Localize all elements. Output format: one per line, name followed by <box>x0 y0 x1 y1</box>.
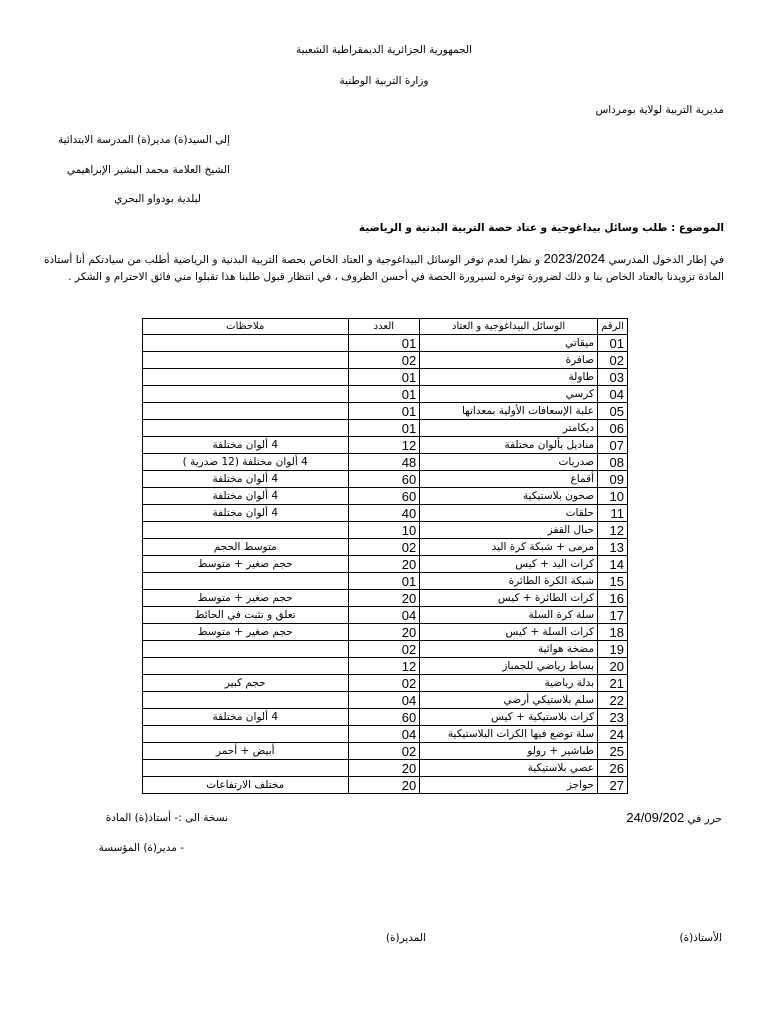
table-row <box>143 352 628 369</box>
row-number: 16 <box>598 590 628 607</box>
director-signature-label: المدير(ة) <box>385 932 426 944</box>
table-row <box>143 590 628 607</box>
header-num: الرقم <box>598 319 628 335</box>
row-equipment: كرات بلاستيكية + كيس <box>420 709 598 726</box>
table-row <box>143 335 628 352</box>
row-number: 07 <box>598 437 628 454</box>
row-equipment: علبة الإسعافات الأولية بمعداتها <box>420 403 598 420</box>
table-row <box>143 437 628 454</box>
row-quantity: 01 <box>348 369 420 386</box>
row-note: 4 ألوان مختلفة <box>143 709 349 726</box>
row-number: 06 <box>598 420 628 437</box>
row-quantity: 04 <box>348 726 420 743</box>
row-quantity: 12 <box>348 658 420 675</box>
table-row <box>143 488 628 505</box>
header-tool: الوسائل البيداغوجية و العتاد <box>420 319 598 335</box>
row-equipment: سلة كرة السلة <box>420 607 598 624</box>
row-note: 4 ألوان مختلفة (12 صدرية ) <box>143 454 349 471</box>
row-number: 12 <box>598 522 628 539</box>
table-row <box>143 556 628 573</box>
row-number: 03 <box>598 369 628 386</box>
row-number: 21 <box>598 675 628 692</box>
table-row <box>143 386 628 403</box>
table-row <box>143 760 628 777</box>
row-quantity: 12 <box>348 437 420 454</box>
ministry-title: وزارة التربية الوطنية <box>339 75 429 87</box>
request-paragraph <box>44 250 724 286</box>
row-note <box>143 386 349 403</box>
table-row <box>143 522 628 539</box>
row-equipment: طباشير + رولو <box>420 743 598 760</box>
row-number: 10 <box>598 488 628 505</box>
row-quantity: 10 <box>348 522 420 539</box>
row-quantity: 60 <box>348 488 420 505</box>
header-qty: العدد <box>348 319 420 335</box>
row-quantity: 02 <box>348 539 420 556</box>
row-equipment: ميقاتي <box>420 335 598 352</box>
row-number: 22 <box>598 692 628 709</box>
school-year: 2023/2024 <box>543 251 606 266</box>
table-row <box>143 658 628 675</box>
table-row <box>143 726 628 743</box>
row-quantity: 02 <box>348 743 420 760</box>
row-quantity: 20 <box>348 760 420 777</box>
row-note <box>143 658 349 675</box>
row-quantity: 01 <box>348 335 420 352</box>
row-number: 11 <box>598 505 628 522</box>
table-row <box>143 420 628 437</box>
body-text-1: في إطار الدخول المدرسي <box>608 254 725 266</box>
row-quantity: 02 <box>348 641 420 658</box>
row-equipment: كرات الطائرة + كيس <box>420 590 598 607</box>
written-in <box>626 810 722 825</box>
table-row <box>143 624 628 641</box>
row-quantity: 40 <box>348 505 420 522</box>
row-equipment: عصي بلاستيكية <box>420 760 598 777</box>
row-quantity: 02 <box>348 675 420 692</box>
row-equipment: طاولة <box>420 369 598 386</box>
row-number: 19 <box>598 641 628 658</box>
row-number: 14 <box>598 556 628 573</box>
row-note: حجم صغير + متوسط <box>143 556 349 573</box>
table-row <box>143 709 628 726</box>
row-equipment: صافرة <box>420 352 598 369</box>
row-equipment: حلقات <box>420 505 598 522</box>
row-note <box>143 573 349 590</box>
row-number: 24 <box>598 726 628 743</box>
row-number: 09 <box>598 471 628 488</box>
row-note: حجم صغير + متوسط <box>143 590 349 607</box>
table-body <box>143 335 628 794</box>
row-note <box>143 369 349 386</box>
written-date: 24/09/202 <box>626 810 685 825</box>
row-equipment: مضخة هوائية <box>420 641 598 658</box>
row-note <box>143 420 349 437</box>
row-equipment: صحون بلاستيكية <box>420 488 598 505</box>
row-number: 13 <box>598 539 628 556</box>
row-equipment: بساط رياضي للجمباز <box>420 658 598 675</box>
row-number: 08 <box>598 454 628 471</box>
row-equipment: حواجز <box>420 777 598 794</box>
copy-to-line-1: نسخة الى :- أستاذ(ة) المادة <box>105 812 228 824</box>
table-row <box>143 675 628 692</box>
table-row <box>143 471 628 488</box>
row-note <box>143 641 349 658</box>
table-row <box>143 539 628 556</box>
row-number: 27 <box>598 777 628 794</box>
header-note: ملاحظات <box>143 319 349 335</box>
table-row <box>143 777 628 794</box>
row-number: 04 <box>598 386 628 403</box>
row-quantity: 48 <box>348 454 420 471</box>
row-number: 23 <box>598 709 628 726</box>
row-equipment: بدلة رياضية <box>420 675 598 692</box>
row-note: 4 ألوان مختلفة <box>143 505 349 522</box>
row-note <box>143 726 349 743</box>
row-number: 18 <box>598 624 628 641</box>
row-equipment: مرمى + شبكة كرة اليد <box>420 539 598 556</box>
row-equipment: شبكة الكرة الطائرة <box>420 573 598 590</box>
row-note: 4 ألوان مختلفة <box>143 488 349 505</box>
row-quantity: 01 <box>348 386 420 403</box>
row-quantity: 02 <box>348 352 420 369</box>
row-quantity: 20 <box>348 556 420 573</box>
table-row <box>143 743 628 760</box>
row-number: 26 <box>598 760 628 777</box>
row-equipment: كرات اليد + كيس <box>420 556 598 573</box>
row-number: 01 <box>598 335 628 352</box>
recipient-line-1: إلى السيد(ة) مدير(ة) المدرسة الابتدائية <box>58 134 230 146</box>
row-quantity: 01 <box>348 420 420 437</box>
recipient-line-2: الشيخ العلامة محمد البشير الإبراهيمي <box>66 164 230 176</box>
row-note: حجم صغير + متوسط <box>143 624 349 641</box>
row-note: حجم كبير <box>143 675 349 692</box>
body-text-2: و نظرا لعدم توفر الوسائل البيداغوجية و العتاد الخاص بحصة التربية البدنية و الرياضية أطلب من سيادتكم أنا أستاذة المادة تزويدنا بالعتاد الخاص بنا و ذلك لضرورة توفره لسيرورة الحصة في أحسن الظروف ، في انتظار قبول طلبنا هذا تقبلوا مني فائق الاحترام و الشكر . <box>44 254 724 283</box>
row-note <box>143 352 349 369</box>
row-number: 17 <box>598 607 628 624</box>
recipient-line-3: لبلدية بودواو البحري <box>114 193 201 205</box>
row-quantity: 60 <box>348 471 420 488</box>
row-equipment: أقماع <box>420 471 598 488</box>
directorate-title: مديرية التربية لولاية بومرداس <box>595 104 724 116</box>
row-note: 4 ألوان مختلفة <box>143 437 349 454</box>
row-note: تعلق و تثبت في الحائط <box>143 607 349 624</box>
row-quantity: 01 <box>348 403 420 420</box>
row-equipment: كرات السلة + كيس <box>420 624 598 641</box>
row-note <box>143 760 349 777</box>
table-row <box>143 505 628 522</box>
table-header-row <box>143 319 628 335</box>
row-number: 20 <box>598 658 628 675</box>
republic-title: الجمهورية الجزائرية الديمقراطية الشعبية <box>295 44 473 56</box>
row-equipment: حبال القفز <box>420 522 598 539</box>
table-row <box>143 692 628 709</box>
row-equipment: ديكامتر <box>420 420 598 437</box>
row-quantity: 20 <box>348 624 420 641</box>
row-number: 25 <box>598 743 628 760</box>
table-row <box>143 454 628 471</box>
row-quantity: 01 <box>348 573 420 590</box>
row-note: متوسط الحجم <box>143 539 349 556</box>
row-number: 15 <box>598 573 628 590</box>
written-label: حرر في <box>687 813 722 825</box>
equipment-table <box>142 318 628 794</box>
teacher-signature-label: الأستاذ(ة) <box>679 932 722 944</box>
subject-line: الموضوع : طلب وسائل بيداغوجية و عتاد حصة التربية البدنية و الرياضية <box>358 222 724 234</box>
row-quantity: 04 <box>348 692 420 709</box>
row-note: أبيض + أحمر <box>143 743 349 760</box>
row-quantity: 20 <box>348 777 420 794</box>
row-equipment: سلة توضع فيها الكرات البلاستيكية <box>420 726 598 743</box>
row-number: 02 <box>598 352 628 369</box>
row-number: 05 <box>598 403 628 420</box>
row-equipment: صدريات <box>420 454 598 471</box>
row-quantity: 04 <box>348 607 420 624</box>
row-note <box>143 403 349 420</box>
row-note <box>143 335 349 352</box>
row-quantity: 20 <box>348 590 420 607</box>
row-equipment: سلم بلاستيكي أرضي <box>420 692 598 709</box>
table-row <box>143 369 628 386</box>
table-row <box>143 573 628 590</box>
row-equipment: كرسي <box>420 386 598 403</box>
copy-to-line-2: - مدير(ة) المؤسسة <box>98 842 184 854</box>
row-quantity: 60 <box>348 709 420 726</box>
row-note: مختلف الارتفاعات <box>143 777 349 794</box>
row-note: 4 ألوان مختلفة <box>143 471 349 488</box>
table-row <box>143 403 628 420</box>
table-row <box>143 641 628 658</box>
row-note <box>143 522 349 539</box>
table-row <box>143 607 628 624</box>
row-equipment: مناديل بألوان مختلفة <box>420 437 598 454</box>
row-note <box>143 692 349 709</box>
